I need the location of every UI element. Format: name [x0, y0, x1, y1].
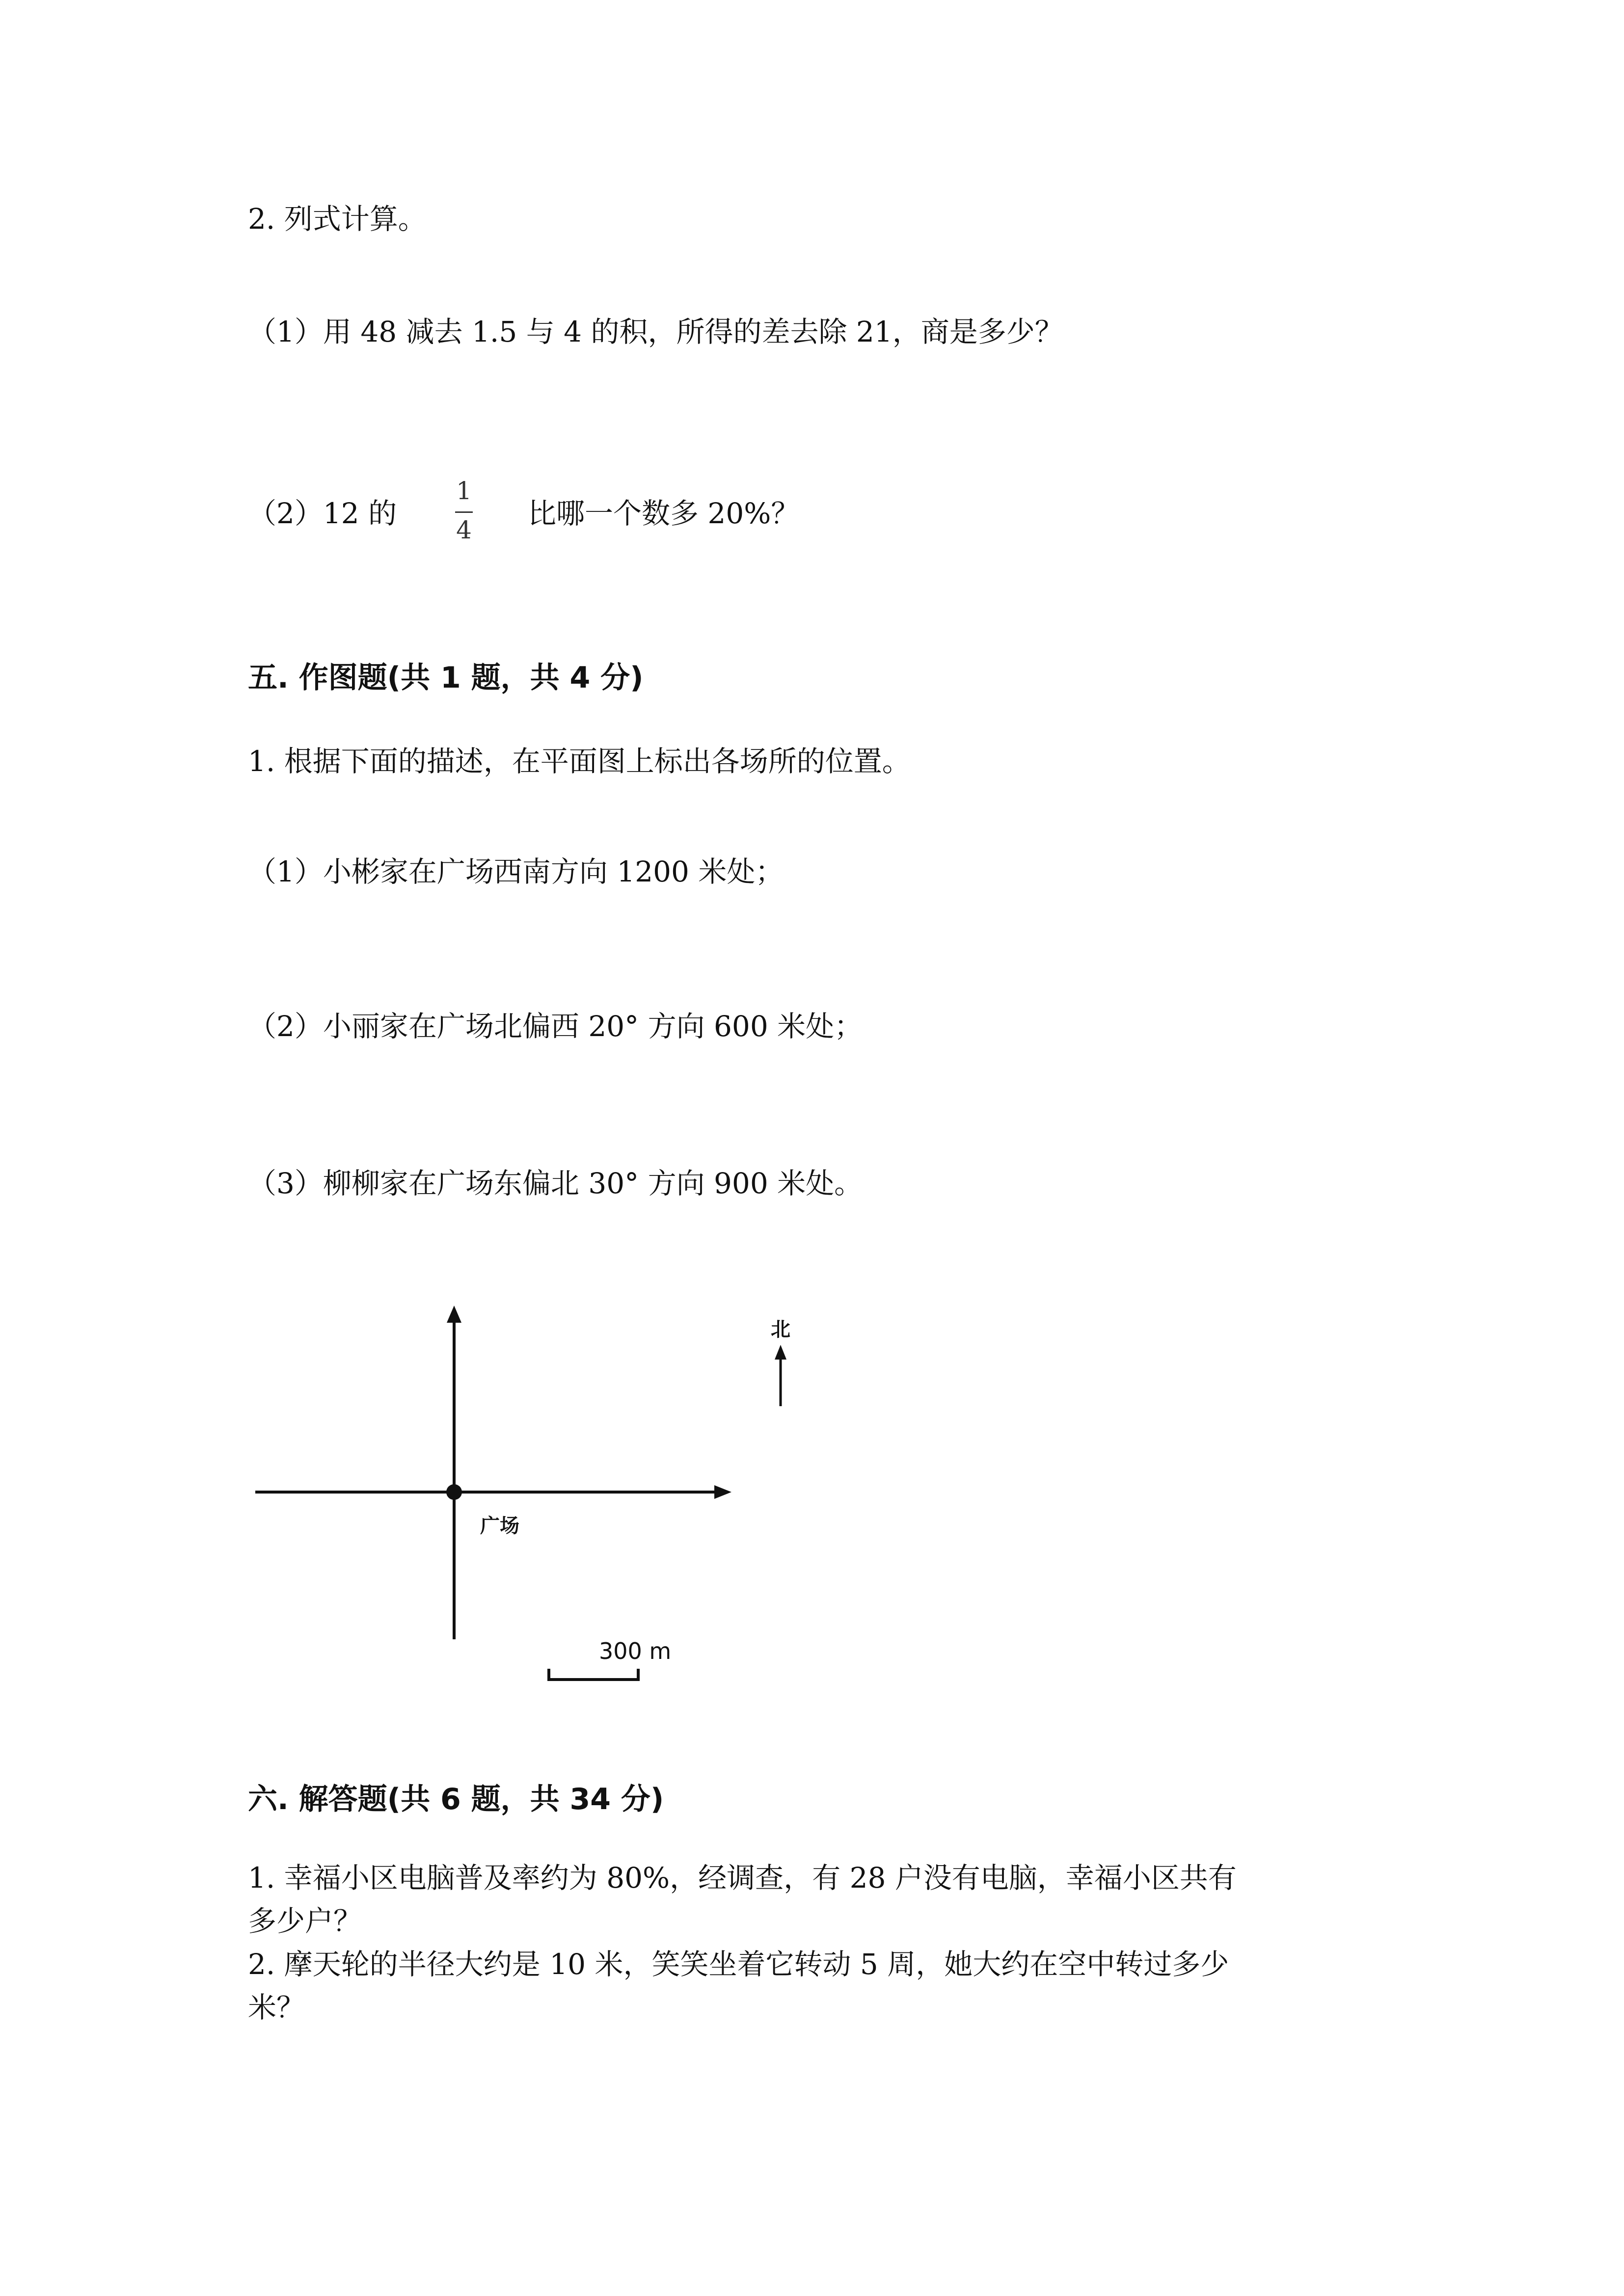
section-5-question-1-2: （2）小丽家在广场北偏西 20° 方向 600 米处；	[248, 1010, 863, 1043]
section-5-question-1-title: 1. 根据下面的描述，在平面图上标出各场所的位置。	[248, 745, 911, 778]
section-5-heading: 五. 作图题(共 1 题，共 4 分)	[248, 661, 644, 695]
vertical-axis-arrowhead	[447, 1306, 461, 1323]
north-arrow-icon	[775, 1345, 786, 1360]
section-6-heading: 六. 解答题(共 6 题，共 34 分)	[248, 1782, 664, 1816]
plaza-map-diagram	[245, 1296, 810, 1698]
question-2-title: 2. 列式计算。	[248, 202, 427, 236]
north-label: 北	[771, 1318, 790, 1341]
fraction-bar	[455, 511, 473, 513]
scale-bar	[549, 1669, 638, 1680]
fraction-denominator: 4	[456, 516, 472, 544]
section-6-question-2-line-2: 米？	[248, 1991, 305, 2024]
plaza-point	[446, 1484, 462, 1500]
horizontal-axis-arrowhead	[714, 1485, 731, 1499]
section-5-question-1-3: （3）柳柳家在广场东偏北 30° 方向 900 米处。	[248, 1167, 863, 1200]
question-2-2-suffix: 比哪一个数多 20%？	[528, 497, 800, 530]
section-5-question-1-1: （1）小彬家在广场西南方向 1200 米处；	[248, 855, 784, 888]
section-6-question-1-line-1: 1. 幸福小区电脑普及率约为 80%，经调查，有 28 户没有电脑，幸福小区共有	[248, 1861, 1237, 1895]
section-6-question-1-line-2: 多少户？	[248, 1904, 362, 1938]
question-2-1: （1）用 48 减去 1.5 与 4 的积，所得的差去除 21，商是多少？	[248, 315, 1063, 348]
fraction-numerator: 1	[456, 477, 472, 505]
scale-label: 300 m	[599, 1638, 672, 1664]
section-6-question-2-line-1: 2. 摩天轮的半径大约是 10 米，笑笑坐着它转动 5 周，她大约在空中转过多少	[248, 1948, 1229, 1981]
plaza-label: 广场	[480, 1515, 519, 1537]
question-2-2-prefix: （2）12 的	[248, 497, 397, 530]
